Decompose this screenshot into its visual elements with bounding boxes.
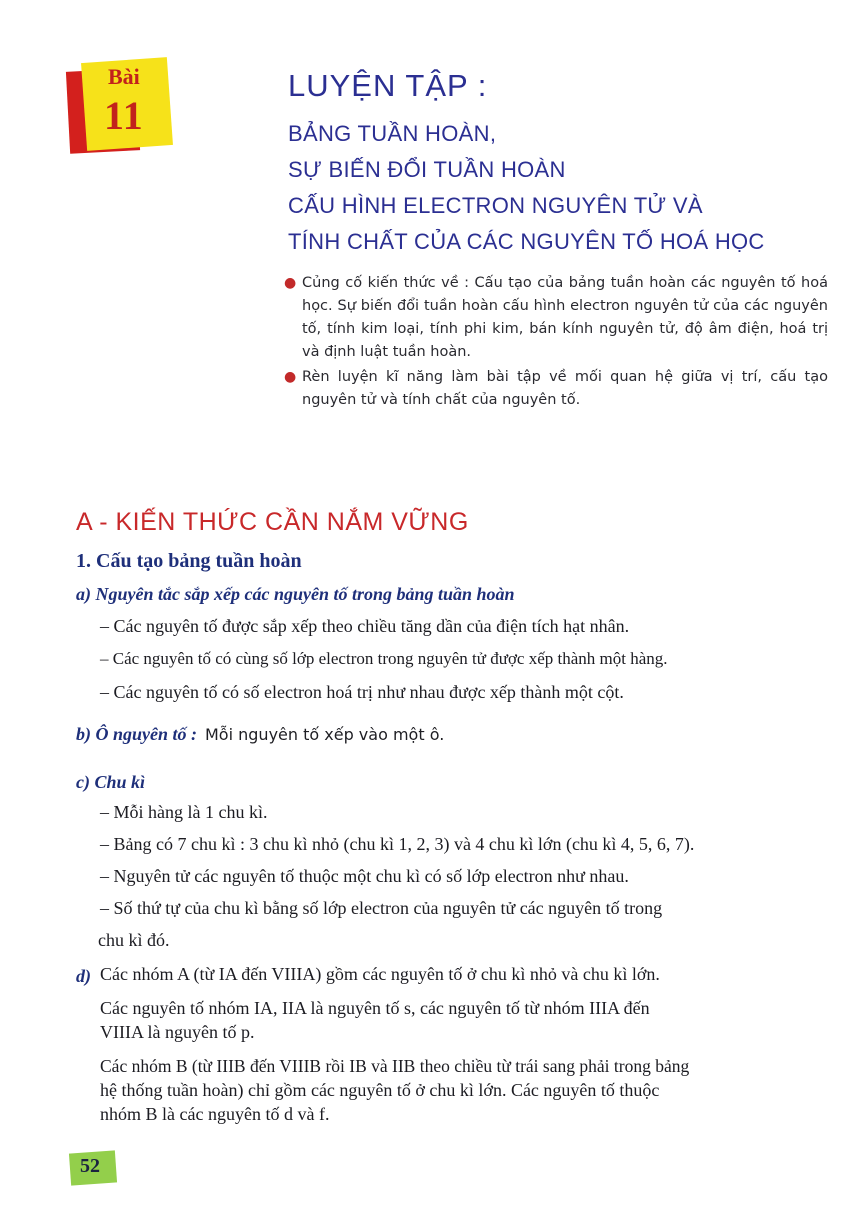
item-a-line: – Các nguyên tố có cùng số lớp electron trong nguyên tử được xếp thành một hàng. bbox=[100, 649, 668, 668]
subtitle-line: TÍNH CHẤT CỦA CÁC NGUYÊN TỐ HOÁ HỌC bbox=[288, 229, 765, 254]
item-c-line: – Nguyên tử các nguyên tố thuộc một chu kì có số lớp electron như nhau. bbox=[100, 866, 629, 886]
subsection-title: 1. Cấu tạo bảng tuần hoàn bbox=[76, 550, 302, 572]
goal-item bbox=[284, 366, 828, 412]
bullet-icon: ● bbox=[284, 369, 297, 385]
goal-item bbox=[284, 272, 828, 364]
item-b-text: Mỗi nguyên tố xếp vào một ô. bbox=[205, 725, 445, 744]
subtitle-line: SỰ BIẾN ĐỔI TUẦN HOÀN bbox=[288, 157, 566, 182]
item-d-text bbox=[100, 962, 689, 1126]
lesson-badge bbox=[68, 58, 174, 154]
page-title: LUYỆN TẬP : bbox=[288, 68, 488, 103]
subtitle-line: CẤU HÌNH ELECTRON NGUYÊN TỬ VÀ bbox=[288, 193, 703, 218]
badge-number: 11 bbox=[104, 93, 144, 138]
section-heading: A - KIẾN THỨC CẦN NẮM VỮNG bbox=[76, 508, 469, 536]
lesson-goals bbox=[284, 272, 828, 414]
item-d-line: Các nhóm B (từ IIIB đến VIIIB rồi IB và IIB theo chiều từ trái sang phải trong bảng bbox=[100, 1056, 690, 1076]
subtitle-line: BẢNG TUẦN HOÀN, bbox=[288, 121, 497, 146]
badge-word: Bài bbox=[108, 64, 140, 89]
item-a-list bbox=[100, 614, 668, 704]
item-d-line: nhóm B là các nguyên tố d và f. bbox=[100, 1104, 330, 1124]
item-d-label: d) bbox=[76, 966, 91, 986]
item-a-line: – Các nguyên tố được sắp xếp theo chiều tăng dần của điện tích hạt nhân. bbox=[100, 616, 630, 636]
goal-text: Rèn luyện kĩ năng làm bài tập về mối quan hệ giữa vị trí, cấu tạo nguyên tử và tính chất của nguyên tố. bbox=[302, 369, 828, 408]
item-c-list bbox=[100, 800, 694, 920]
item-d-line: Các nhóm A (từ IA đến VIIIA) gồm các nguyên tố ở chu kì nhỏ và chu kì lớn. bbox=[100, 964, 660, 984]
item-d-line: Các nguyên tố nhóm IA, IIA là nguyên tố s, các nguyên tố từ nhóm IIIA đến bbox=[100, 998, 650, 1018]
item-c-line: – Bảng có 7 chu kì : 3 chu kì nhỏ (chu kì 1, 2, 3) và 4 chu kì lớn (chu kì 4, 5, 6, 7). bbox=[100, 834, 695, 854]
bullet-icon: ● bbox=[284, 275, 297, 291]
item-b bbox=[76, 724, 444, 745]
item-c-label: c) Chu kì bbox=[76, 772, 146, 792]
goal-text: Củng cố kiến thức về : Cấu tạo của bảng tuần hoàn các nguyên tố hoá học. Sự biến đổi tuần hoàn cấu hình electron nguyên tử của các nguyên tố, tính kim loại, tính phi kim, bán kính nguyên tử, độ âm điện, hoá trị và định luật tuần hoàn. bbox=[302, 275, 828, 360]
page-number: 52 bbox=[80, 1155, 100, 1177]
item-a-label: a) Nguyên tắc sắp xếp các nguyên tố trong bảng tuần hoàn bbox=[76, 584, 515, 604]
item-c-line: – Mỗi hàng là 1 chu kì. bbox=[100, 802, 268, 822]
item-b-label: b) Ô nguyên tố : bbox=[76, 724, 197, 744]
item-d-line: VIIIA là nguyên tố p. bbox=[100, 1022, 255, 1042]
item-c-continuation: chu kì đó. bbox=[98, 930, 170, 950]
item-a-line: – Các nguyên tố có số electron hoá trị như nhau được xếp thành một cột. bbox=[100, 682, 624, 702]
item-d-line: hệ thống tuần hoàn) chỉ gồm các nguyên tố ở chu kì lớn. Các nguyên tố thuộc bbox=[100, 1080, 660, 1100]
item-c-line: – Số thứ tự của chu kì bằng số lớp electron của nguyên tử các nguyên tố trong bbox=[100, 898, 663, 918]
page-subtitle bbox=[288, 116, 765, 260]
